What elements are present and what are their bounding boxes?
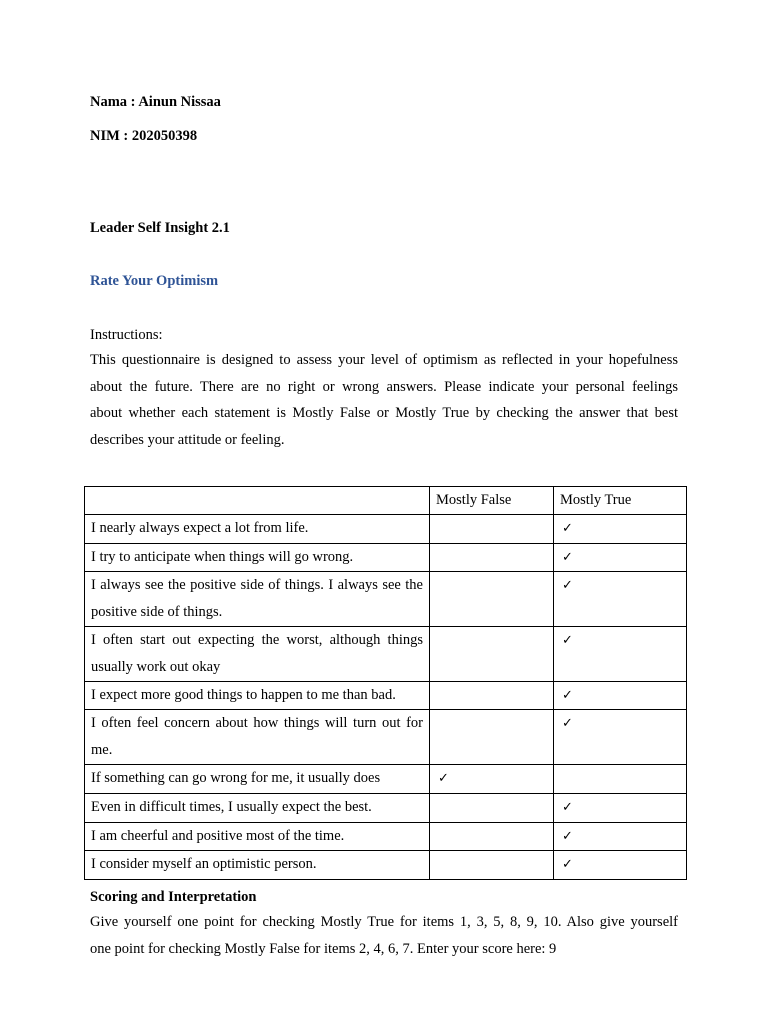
instructions-paragraph — [90, 347, 678, 454]
mostly-true-cell[interactable] — [554, 626, 687, 681]
scoring-line: one point for checking Mostly False for items 2, 4, 6, 7. Enter your score here: 9 — [90, 940, 557, 957]
statement-cell: I consider myself an optimistic person. — [85, 851, 430, 880]
instructions-line: This questionnaire is designed to assess your level of optimism as reflected in your hopefulness — [90, 352, 678, 368]
mostly-false-cell[interactable] — [430, 681, 554, 710]
optimism-questionnaire-table — [84, 486, 687, 880]
mostly-false-cell[interactable] — [430, 764, 554, 793]
statement-cell: I often start out expecting the worst, although things usually work out okay — [85, 626, 430, 681]
checkmark-icon: ✓ — [562, 828, 573, 844]
mostly-true-cell[interactable] — [554, 543, 687, 572]
statement-cell: I often feel concern about how things will turn out for me. — [85, 710, 430, 765]
checkmark-icon: ✓ — [562, 687, 573, 703]
mostly-true-cell[interactable] — [554, 851, 687, 880]
instructions-line: describes your attitude or feeling. — [90, 432, 285, 449]
instructions-line: about whether each statement is Mostly False or Mostly True by checking the answer that best — [90, 405, 678, 422]
header-cell-mostly-false: Mostly False — [430, 487, 554, 515]
mostly-false-cell[interactable] — [430, 572, 554, 627]
table-row — [85, 764, 687, 793]
table-row — [85, 626, 687, 681]
checkmark-icon: ✓ — [438, 770, 449, 786]
section-title: Leader Self Insight 2.1 — [90, 220, 230, 236]
mostly-true-cell[interactable] — [554, 514, 687, 543]
scoring-title: Scoring and Interpretation — [90, 889, 257, 905]
checkmark-icon: ✓ — [562, 520, 573, 536]
table-row — [85, 543, 687, 572]
table-row — [85, 572, 687, 627]
mostly-false-cell[interactable] — [430, 851, 554, 880]
mostly-false-cell[interactable] — [430, 626, 554, 681]
statement-cell: I nearly always expect a lot from life. — [85, 514, 430, 543]
mostly-false-cell[interactable] — [430, 514, 554, 543]
mostly-false-cell[interactable] — [430, 710, 554, 765]
checkmark-icon: ✓ — [562, 632, 573, 648]
table-header-row — [85, 487, 687, 515]
instructions-line: about the future. There are no right or wrong answers. Please indicate your personal feelings — [90, 378, 678, 395]
statement-cell: I expect more good things to happen to me than bad. — [85, 681, 430, 710]
mostly-true-cell[interactable] — [554, 572, 687, 627]
statement-cell: If something can go wrong for me, it usually does — [85, 764, 430, 793]
header-cell-mostly-true: Mostly True — [554, 487, 687, 515]
mostly-true-cell[interactable] — [554, 793, 687, 822]
checkmark-icon: ✓ — [562, 799, 573, 815]
scoring-paragraph — [90, 909, 678, 962]
student-name: Nama : Ainun Nissaa — [90, 94, 221, 110]
checkmark-icon: ✓ — [562, 857, 573, 873]
mostly-true-cell[interactable] — [554, 822, 687, 851]
mostly-false-cell[interactable] — [430, 543, 554, 572]
mostly-true-cell[interactable] — [554, 764, 687, 793]
instructions-label: Instructions: — [90, 327, 163, 343]
scoring-line: Give yourself one point for checking Mostly True for items 1, 3, 5, 8, 9, 10. Also give yourself — [90, 914, 678, 930]
checkmark-icon: ✓ — [562, 578, 573, 594]
table-row — [85, 822, 687, 851]
table-row — [85, 514, 687, 543]
header-cell-statement — [85, 487, 430, 515]
mostly-true-cell[interactable] — [554, 710, 687, 765]
table-row — [85, 851, 687, 880]
statement-cell: Even in difficult times, I usually expect the best. — [85, 793, 430, 822]
statement-cell: I am cheerful and positive most of the time. — [85, 822, 430, 851]
checkmark-icon: ✓ — [562, 549, 573, 565]
student-nim: NIM : 202050398 — [90, 128, 198, 144]
statement-cell: I try to anticipate when things will go wrong. — [85, 543, 430, 572]
page-subtitle: Rate Your Optimism — [90, 273, 219, 289]
mostly-true-cell[interactable] — [554, 681, 687, 710]
checkmark-icon: ✓ — [562, 716, 573, 732]
mostly-false-cell[interactable] — [430, 822, 554, 851]
mostly-false-cell[interactable] — [430, 793, 554, 822]
table-row — [85, 793, 687, 822]
statement-cell: I always see the positive side of things. I always see the positive side of things. — [85, 572, 430, 627]
questionnaire-body — [85, 487, 687, 880]
table-row — [85, 710, 687, 765]
table-row — [85, 681, 687, 710]
